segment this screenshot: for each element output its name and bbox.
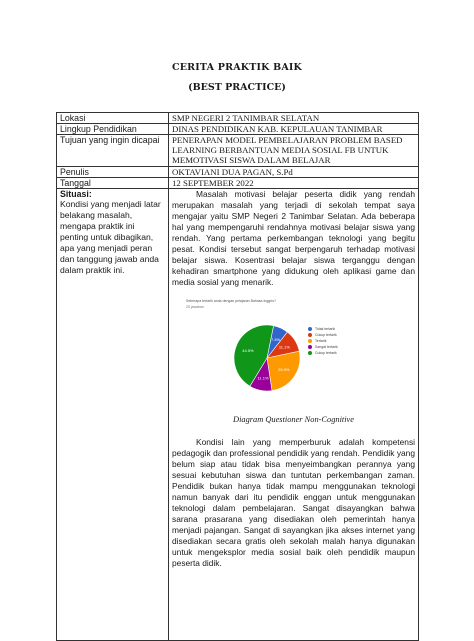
pie-slice-label: 44.5% <box>242 348 254 354</box>
legend-label: Cukup tertarik <box>315 351 337 355</box>
pie-slice-label: 11.1% <box>278 344 290 350</box>
row-lokasi <box>57 113 419 124</box>
legend-swatch <box>308 345 312 349</box>
label-lokasi: Lokasi <box>57 113 169 124</box>
label-penulis: Penulis <box>57 167 169 178</box>
best-practice-table <box>56 112 419 641</box>
chart-subtitle: 25 jawaban <box>186 305 204 309</box>
legend-swatch <box>308 333 312 337</box>
legend-label: Sangat tertarik <box>315 345 338 349</box>
legend-swatch <box>308 339 312 343</box>
legend-label: Tertarik <box>315 339 327 343</box>
value-penulis: OKTAVIANI DUA PAGAN, S.Pd <box>169 167 419 178</box>
situasi-label: Situasi: <box>60 189 92 199</box>
legend-label: Cukup tertarik <box>315 333 337 337</box>
legend-swatch <box>308 327 312 331</box>
pie-slice-label: 11.1% <box>257 375 269 381</box>
legend-item <box>308 350 338 356</box>
pie-slice-label: 7.4% <box>271 336 281 342</box>
situasi-cell <box>57 189 169 641</box>
row-penulis <box>57 167 419 178</box>
pie-chart <box>172 296 415 411</box>
pie-chart-svg <box>172 296 412 411</box>
document-title: CERITA PRAKTIK BAIK <box>171 62 302 73</box>
pie-slice-label: 25.9% <box>278 367 290 373</box>
chart-legend <box>308 326 338 356</box>
legend-swatch <box>308 351 312 355</box>
situasi-content <box>169 189 419 641</box>
label-tanggal: Tanggal <box>57 178 169 189</box>
label-tujuan: Tujuan yang ingin dicapai <box>57 135 169 167</box>
row-tujuan <box>57 135 419 167</box>
row-tanggal <box>57 178 419 189</box>
situasi-paragraph-2: Kondisi lain yang memperburuk adalah kompetensi pedagogik dan professional pendidik yang rendah. Pendidik yang belum siap atau tidak bisa menyeimbangkan perannya yang sesuai kebutuhan siswa dan tuntutan perkembangan zaman. Pendidik bukan hanya tidak mampu menggunakan teknologi namun banyak dari itu pendidik enggan untuk menggunakan teknologi dalam pembelajaran. Sangat disayangkan bahwa sarana prasarana yang disediakan oleh pemerintah hanya menjadi pajangan. Sangat di sayangkan jika akses internet yang disediakan secara gratis oleh sekolah malah hanya digunakan untuk mengeksplor media sosial baik oleh pendidik maupun peserta didik. <box>172 437 415 568</box>
document-subtitle: (BEST PRACTICE) <box>188 82 286 93</box>
value-tujuan: PENERAPAN MODEL PEMBELAJARAN PROBLEM BASED LEARNING BERBANTUAN MEDIA SOSIAL FB UNTUK MEMOTIVASI SISWA DALAM BELAJAR <box>169 135 419 167</box>
chart-caption: Diagram Questioner Non-Cognitive <box>233 415 354 424</box>
situasi-paragraph-1: Masalah motivasi belajar peserta didik yang rendah merupakan masalah yang terjadi di sekolah tempat saya mengajar yaitu SMP Negeri 2 Tanimbar Selatan. Ada beberapa hal yang mempengaruhi rendahnya motivasi belajar siswa yang rendah. Yang pertama perkembangan teknologi yang begitu pesat. Kondisi tersebut sangat berpengaruh terhadap motivasi belajar siswa. Kosentrasi belajar siswa terganggu dengan kehadiran smartphone yang didukung oleh aplikasi game dan media sosial yang menarik. <box>172 189 415 287</box>
row-situasi <box>57 189 419 641</box>
value-tanggal: 12 SEPTEMBER 2022 <box>169 178 419 189</box>
situasi-description: Kondisi yang menjadi latar belakang masalah, mengapa praktik ini penting untuk dibagikan, apa yang menjadi peran dan tanggung jawab anda dalam praktik ini. <box>60 199 161 275</box>
legend-label: Tidak tertarik <box>315 327 336 331</box>
chart-title: Seberapa tertarik anda dengan pelajaran Bahasa Inggris? <box>186 299 276 303</box>
label-lingkup: Lingkup Pendidikan <box>57 124 169 135</box>
value-lingkup: DINAS PENDIDIKAN KAB. KEPULAUAN TANIMBAR <box>169 124 419 135</box>
row-lingkup <box>57 124 419 135</box>
value-lokasi: SMP NEGERI 2 TANIMBAR SELATAN <box>169 113 419 124</box>
